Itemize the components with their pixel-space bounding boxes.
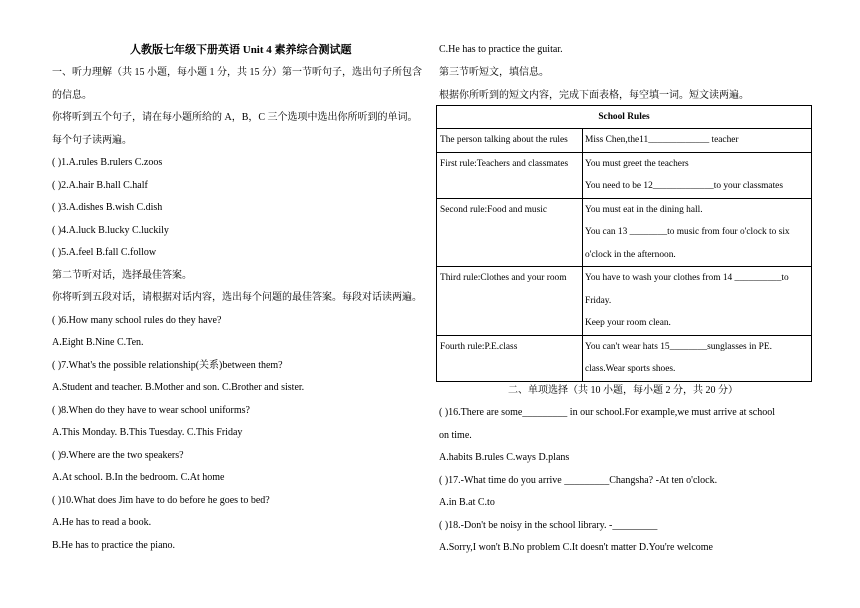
answer-options: C.He has to practice the guitar. [439,44,563,55]
document-title: 人教版七年级下册英语 Unit 4 素养综合测试题 [130,44,352,56]
answer-options: A.At school. B.In the bedroom. C.At home [52,472,225,483]
table-row [437,129,812,153]
fill-blank-line: You can 13 ________to music from four o'clock to six [585,227,790,237]
fill-blank-line: You need to be 12_____________to your classmates [585,181,783,191]
row-label: First rule:Teachers and classmates [440,158,569,169]
school-rules-table [436,105,812,382]
question-item: ( )3.A.dishes B.wish C.dish [52,202,163,213]
answer-options: A.in B.at C.to [439,497,495,508]
question-item: ( )9.Where are the two speakers? [52,450,184,461]
table-row [437,198,812,267]
rule-line: You must greet the teachers [585,158,689,169]
question-item: ( )5.A.feel B.fall C.follow [52,247,157,258]
question-item: ( )4.A.luck B.lucky C.luckily [52,225,169,236]
answer-options: A.Student and teacher. B.Mother and son. C.Brother and sister. [52,382,305,393]
row-label: Third rule:Clothes and your room [440,273,567,283]
instruction: 你将听到五个句子，请在每小题所给的 A，B，C 三个选项中选出你所听到的单词。 [52,112,418,123]
row-label: Fourth rule:P.E.class [440,341,518,352]
rule-line: You must eat in the dining hall. [585,204,703,215]
rule-line: Friday. [585,295,612,306]
question-item: ( )2.A.hair B.hall C.half [52,180,148,191]
rule-line: class.Wear sports shoes. [585,364,676,374]
answer-options: A.This Monday. B.This Tuesday. C.This Friday [52,427,243,438]
question-item: ( )10.What does Jim have to do before he goes to bed? [52,495,270,506]
answer-options: A.Eight B.Nine C.Ten. [52,337,144,348]
table-row [437,335,812,381]
rule-line: o'clock in the afternoon. [585,249,676,260]
fill-blank-line: Miss Chen,the11_____________ teacher [585,135,739,145]
text-line: 的信息。 [52,90,92,101]
table-row [437,152,812,198]
question-item: ( )1.A.rules B.rulers C.zoos [52,157,163,168]
answer-options: A.habits B.rules C.ways D.plans [439,452,570,463]
question-item: ( )8.When do they have to wear school uniforms? [52,405,250,416]
text-line: on time. [439,430,472,441]
section-heading: 第二节听对话，选择最佳答案。 [52,270,192,281]
question-item: ( )16.There are some_________ in our school.For example,we must arrive at school [439,407,776,418]
table-row [437,267,812,336]
fill-blank-line: You can't wear hats 15________sunglasses in PE. [585,341,772,352]
answer-options: A.He has to read a book. [52,517,152,528]
rule-line: Keep your room clean. [585,318,671,328]
section-heading: 二、单项选择（共 10 小题，每小题 2 分，共 20 分） [508,385,738,396]
question-item: ( )18.-Don't be noisy in the school library. -_________ [439,520,658,531]
answer-options: B.He has to practice the piano. [52,540,176,551]
fill-blank-line: You have to wash your clothes from 14 __________to [585,273,789,283]
answer-options: A.Sorry,I won't B.No problem C.It doesn't matter D.You're welcome [439,542,713,553]
section-heading: 第三节听短文，填信息。 [439,67,549,78]
question-item: ( )6.How many school rules do they have? [52,315,222,326]
section-heading: 一、听力理解（共 15 小题，每小题 1 分，共 15 分）第一节听句子，选出句子所包含 [52,67,422,78]
text-line: 每个句子读两遍。 [52,135,132,146]
row-label: The person talking about the rules [440,135,568,145]
instruction: 根据你所听到的短文内容，完成下面表格，每空填一词。短文读两遍。 [439,90,749,101]
instruction: 你将听到五段对话，请根据对话内容，选出每个问题的最佳答案。每段对话读两遍。 [52,292,422,303]
question-item: ( )17.-What time do you arrive _________Changsha? -At ten o'clock. [439,475,718,486]
question-item: ( )7.What's the possible relationship(关系)between them? [52,360,283,371]
table-header: School Rules [437,106,812,129]
row-label: Second rule:Food and music [440,204,548,215]
